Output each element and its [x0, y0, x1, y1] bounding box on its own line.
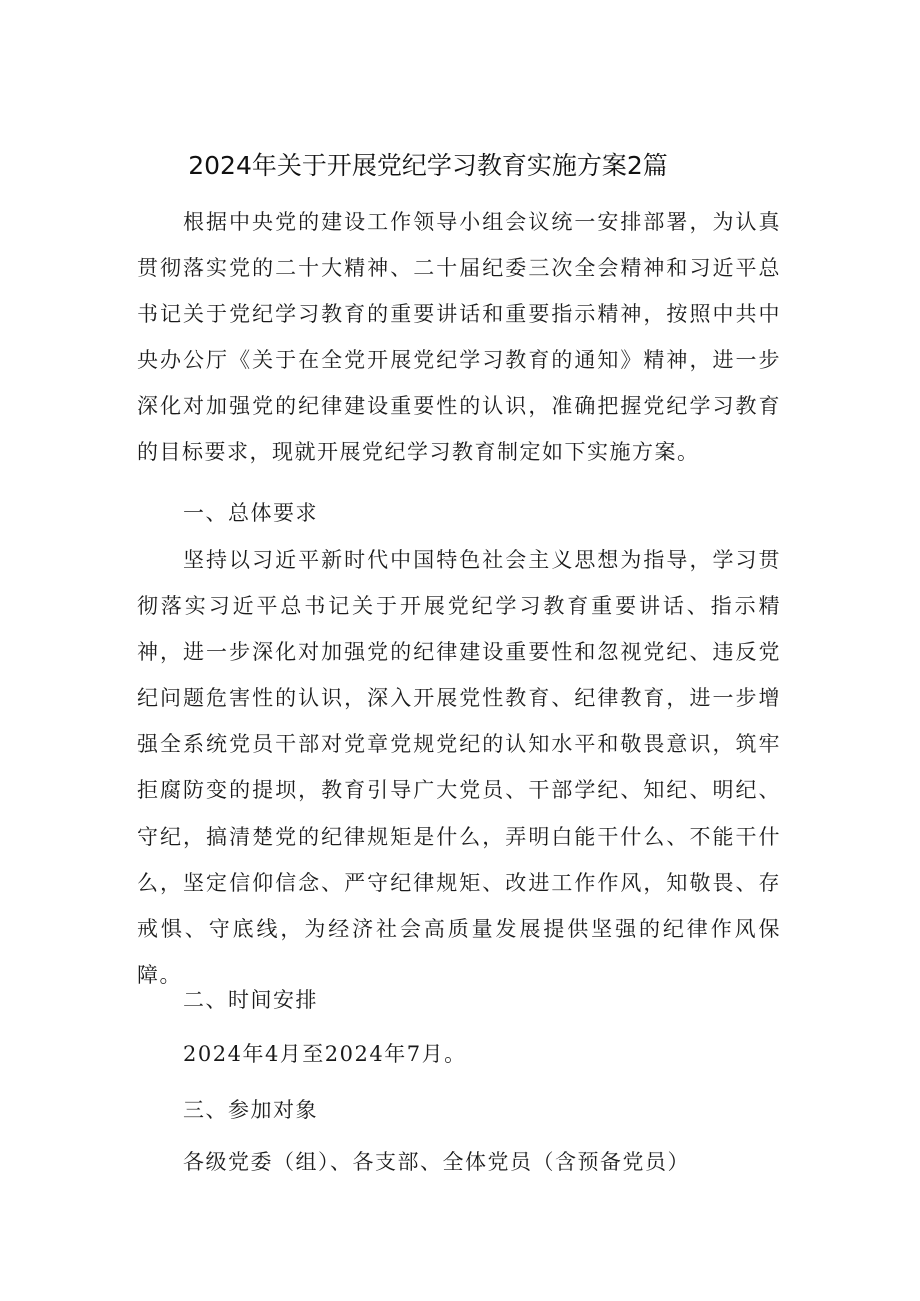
section-heading-schedule: 二、时间安排 [183, 988, 318, 1012]
section-paragraph-schedule: 2024年4月至2024年7月。 [183, 1042, 467, 1066]
section-heading-overall-requirements: 一、总体要求 [183, 501, 318, 525]
section-paragraph-overall-requirements: 坚持以习近平新时代中国特色社会主义思想为指导，学习贯彻落实习近平总书记关于开展党纪学习教育重要讲话、指示精神，进一步深化对加强党的纪律建设重要性和忽视党纪、违反党纪问题危害性的认识，深入开展党性教育、纪律教育，进一步增强全系统党员干部对党章党规党纪的认知水平和敬畏意识，筑牢拒腐防变的提坝，教育引导广大党员、干部学纪、知纪、明纪、守纪，搞清楚党的纪律规矩是什么，弄明白能干什么、不能干什么，坚定信仰信念、严守纪律规矩、改进工作作风，知敬畏、存戒惧、守底线，为经济社会高质量发展提供坚强的纪律作风保障。 [137, 548, 781, 987]
section-heading-participants: 三、参加对象 [183, 1098, 318, 1122]
document-title: 2024年关于开展党纪学习教育实施方案2篇 [188, 151, 668, 180]
section-paragraph-participants: 各级党委（组）、各支部、全体党员（含预备党员） [183, 1150, 690, 1174]
intro-paragraph: 根据中央党的建设工作领导小组会议统一安排部署，为认真贯彻落实党的二十大精神、二十届纪委三次全会精神和习近平总书记关于党纪学习教育的重要讲话和重要指示精神，按照中共中央办公厅《关于在全党开展党纪学习教育的通知》精神，进一步深化对加强党的纪律建设重要性的认识，准确把握党纪学习教育的目标要求，现就开展党纪学习教育制定如下实施方案。 [137, 210, 781, 465]
